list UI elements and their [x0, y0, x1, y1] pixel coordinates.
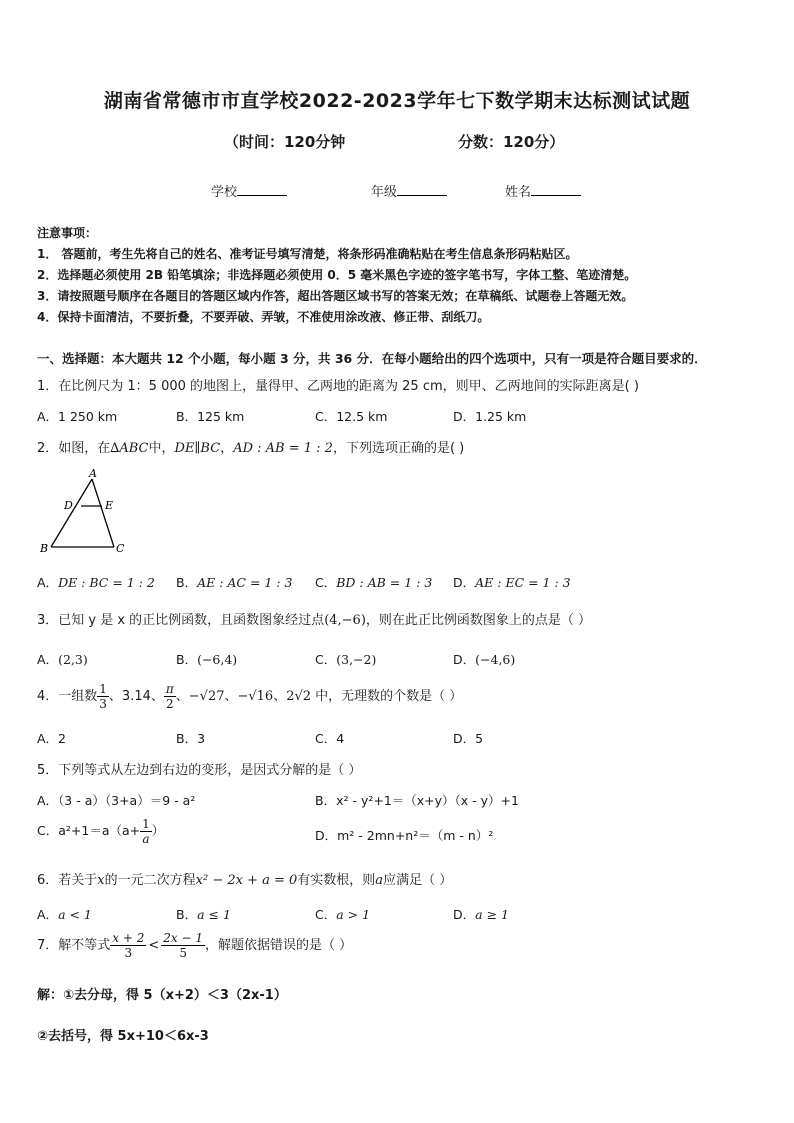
q3-option-letter: B．: [176, 652, 198, 667]
q6-option-c: [315, 905, 370, 923]
q5-option-b: B．x² - y²+1＝（x+y）（x - y）+1: [315, 793, 519, 808]
q4-text: 中，无理数的个数是（ ）: [311, 689, 463, 704]
q6-option-letter: C．: [315, 907, 337, 922]
q6-option-b: [176, 905, 231, 923]
q7-text: 7．解不等式: [37, 938, 111, 953]
q2-option-letter: A．: [37, 575, 59, 590]
q1-option-b: B．125 km: [176, 409, 245, 424]
q3-option-c: [315, 650, 376, 668]
q7-less-than: <: [148, 938, 160, 953]
q6-option-math: a ≥ 1: [475, 907, 509, 922]
q4-numbers: 、−√27、−√16、2√2: [175, 689, 312, 704]
side-ac: [92, 479, 114, 547]
notes-heading: 注意事项：: [37, 226, 98, 240]
q2-triangle: ∆ABC: [110, 441, 149, 456]
grade-label: 年级: [371, 185, 398, 200]
q1-option-a: A．1 250 km: [37, 409, 118, 424]
q7-text: ，解题依据错误的是（ ）: [205, 938, 353, 953]
q7-step-2: ②去括号，得 5x+10＜6x-3: [37, 1029, 209, 1044]
fraction-denominator: 2: [166, 697, 174, 711]
grade-field: [371, 181, 447, 200]
q6-text: 有实数根，则: [297, 873, 376, 888]
q2-parallel: DE∥BC: [174, 441, 221, 456]
q6-equation: x² − 2x + a = 0: [195, 873, 298, 888]
q4-text: 4．一组数: [37, 689, 98, 704]
note-item: 1． 答题前，考生先将自己的姓名、准考证号填写清楚，将条形码准确粘贴在考生信息条形码粘贴区。: [37, 247, 578, 261]
fraction-numerator: x + 2: [112, 931, 145, 945]
fraction-numerator: π: [165, 682, 174, 696]
fraction-numerator: 1: [142, 817, 150, 831]
q3-option-d: [453, 650, 515, 668]
q2-option-math: BD : AB = 1 : 3: [336, 575, 433, 590]
q6-option-math: a < 1: [58, 907, 92, 922]
q2-text: ，: [220, 441, 234, 456]
q6-option-d: [453, 905, 509, 923]
q3-option-a: [37, 650, 88, 668]
q1-option-d: D．1.25 km: [453, 409, 527, 424]
fraction-denominator: a: [142, 832, 150, 846]
q6-option-letter: B．: [176, 907, 198, 922]
q4-option-d: D．5: [453, 731, 484, 746]
q2-option-letter: C．: [315, 575, 337, 590]
q5-option-d: D．m² - 2mn+n²＝（m - n）²: [315, 828, 494, 843]
q7-fraction-right: [161, 931, 205, 960]
label-c: C: [116, 542, 125, 555]
fraction-numerator: 2x − 1: [163, 931, 204, 945]
label-a: A: [89, 467, 97, 480]
q7-fraction-left: [110, 931, 146, 960]
q6-option-letter: A．: [37, 907, 59, 922]
exam-score: 分数：120分）: [458, 133, 565, 151]
triangle-figure: [36, 465, 136, 557]
q5-fraction: [140, 817, 152, 846]
q2-option-math: AE : EC = 1 : 3: [475, 575, 571, 590]
q4-option-b: B．3: [176, 731, 206, 746]
q2-option-math: DE : BC = 1 : 2: [58, 575, 155, 590]
question-2-stem: [37, 437, 464, 456]
q2-option-d: [453, 573, 571, 591]
q3-option-math: (3,−2): [336, 652, 377, 667]
q1-option-c: C．12.5 km: [315, 409, 388, 424]
grade-blank: [397, 183, 447, 196]
name-field: [505, 181, 581, 200]
side-ab: [51, 479, 92, 547]
q2-option-a: [37, 573, 155, 591]
q3-option-math: (−4,6): [475, 652, 516, 667]
q4-option-a: A．2: [37, 731, 67, 746]
q2-option-c: [315, 573, 432, 591]
q5-option-a: A．（3 - a）（3+a）＝9 - a²: [37, 793, 196, 808]
q3-text: ，则在此正比例函数图象上的点是（ ）: [365, 613, 592, 628]
q6-option-math: a ≤ 1: [197, 907, 231, 922]
q6-option-math: a > 1: [336, 907, 371, 922]
name-blank: [531, 183, 581, 196]
question-7-stem: [37, 931, 352, 960]
q3-option-b: [176, 650, 237, 668]
q4-option-c: C．4: [315, 731, 345, 746]
exam-title: 湖南省常德市市直学校2022-2023学年七下数学期末达标测试试题: [103, 90, 691, 112]
question-1-stem: 1．在比例尺为 1：5 000 的地图上，量得甲、乙两地的距离为 25 cm，则甲、乙两地间的实际距离是( ): [37, 379, 639, 394]
school-field: [211, 181, 287, 200]
q3-option-letter: A．: [37, 652, 59, 667]
q3-option-letter: D．: [453, 652, 476, 667]
school-blank: [237, 183, 287, 196]
q6-text: 的一元二次方程: [104, 873, 196, 888]
q2-option-letter: D．: [453, 575, 476, 590]
question-4-stem: [37, 682, 462, 711]
q5-option-c: [37, 817, 164, 846]
q6-text: 6．若关于: [37, 873, 98, 888]
section-heading: 一、选择题：本大题共 12 个小题，每小题 3 分，共 36 分．在每小题给出的四个选项中，只有一项是符合题目要求的．: [37, 351, 707, 366]
question-5-stem: 5．下列等式从左边到右边的变形，是因式分解的是（ ）: [37, 763, 362, 778]
note-item: 3．请按照题号顺序在各题目的答题区域内作答，超出答题区域书写的答案无效；在草稿纸、试题卷上答题无效。: [37, 289, 634, 303]
q6-variable: x: [97, 873, 105, 888]
q2-option-letter: B．: [176, 575, 198, 590]
q5-option-c-text: C．a²+1＝a（a+: [37, 823, 141, 838]
label-e: E: [105, 499, 114, 512]
note-item: 2．选择题必须使用 2B 铅笔填涂；非选择题必须使用 0．5 毫米黑色字迹的签字笔书写，字体工整、笔迹清楚。: [37, 268, 637, 282]
q2-text: 2．如图，在: [37, 441, 111, 456]
q3-point: (4,−6): [324, 613, 366, 628]
question-6-stem: [37, 869, 452, 888]
q4-fraction-pi-half: [164, 682, 176, 711]
q3-option-letter: C．: [315, 652, 337, 667]
label-d: D: [64, 499, 73, 512]
q2-text: 中，: [148, 441, 175, 456]
q6-variable: a: [375, 873, 384, 888]
q2-text: ，下列选项正确的是( ): [332, 441, 465, 456]
q4-fraction-one-third: [97, 682, 109, 711]
q2-option-math: AE : AC = 1 : 3: [197, 575, 293, 590]
school-label: 学校: [211, 185, 238, 200]
q5-option-c-text: ）: [151, 823, 165, 838]
q4-text: 、3.14、: [108, 689, 164, 704]
q6-text: 应满足（ ）: [383, 873, 453, 888]
q6-option-a: [37, 905, 92, 923]
label-b: B: [40, 542, 49, 555]
q3-option-math: (−6,4): [197, 652, 238, 667]
q7-step-1: 解：①去分母，得 5（x+2）＜3（2x-1）: [37, 988, 287, 1003]
q2-ratio: AD : AB = 1 : 2: [233, 441, 333, 456]
fraction-denominator: 5: [179, 946, 187, 960]
q6-option-letter: D．: [453, 907, 476, 922]
fraction-denominator: 3: [124, 946, 133, 960]
fraction-denominator: 3: [99, 697, 107, 711]
name-label: 姓名: [505, 185, 532, 200]
fraction-numerator: 1: [99, 682, 107, 696]
q3-text: 3．已知 y 是 x 的正比例函数，且函数图象经过点: [37, 613, 325, 628]
exam-time: （时间：120分钟: [224, 133, 346, 151]
q2-option-b: [176, 573, 292, 591]
question-3-stem: [37, 609, 591, 628]
q3-option-math: (2,3): [58, 652, 88, 667]
note-item: 4．保持卡面清洁，不要折叠，不要弄破、弄皱，不准使用涂改液、修正带、刮纸刀。: [37, 310, 490, 324]
